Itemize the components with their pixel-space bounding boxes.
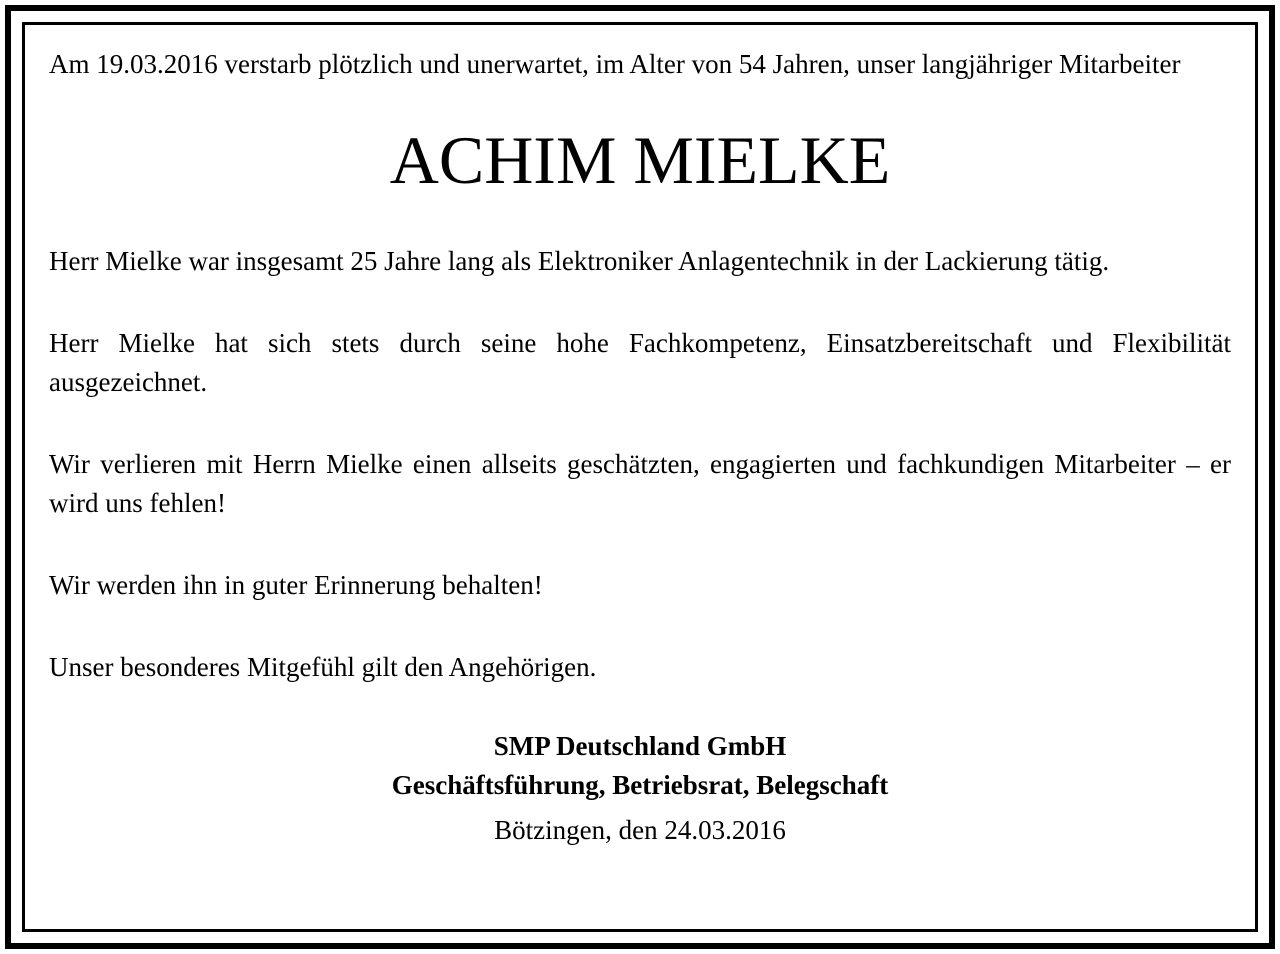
company-units: Geschäftsführung, Betriebsrat, Belegschaft — [391, 770, 889, 800]
memory-paragraph: Wir werden ihn in guter Erinnerung behalten! — [49, 570, 543, 600]
career-paragraph: Herr Mielke war insgesamt 25 Jahre lang als Elektroniker Anlagentechnik in der Lackierung tätig. — [49, 246, 1110, 276]
condolence-paragraph: Unser besonderes Mitgefühl gilt den Angehörigen. — [49, 652, 597, 682]
obituary-outer-frame — [5, 5, 1275, 949]
intro-text: Am 19.03.2016 verstarb plötzlich und unerwartet, im Alter von 54 Jahren, unser langjähriger Mitarbeiter — [49, 49, 1181, 79]
deceased-name: ACHIM MIELKE — [389, 122, 891, 198]
obituary-content — [49, 45, 1231, 850]
qualities-paragraph: Herr Mielke hat sich stets durch seine hohe Fachkompetenz, Einsatzbereitschaft und Flexibilität ausgezeichnet. — [49, 328, 1231, 397]
place-date: Bötzingen, den 24.03.2016 — [494, 815, 786, 845]
company-name: SMP Deutschland GmbH — [493, 731, 787, 761]
loss-paragraph: Wir verlieren mit Herrn Mielke einen allseits geschätzten, engagierten und fachkundigen Mitarbeiter – er wird uns fehlen! — [49, 449, 1231, 518]
